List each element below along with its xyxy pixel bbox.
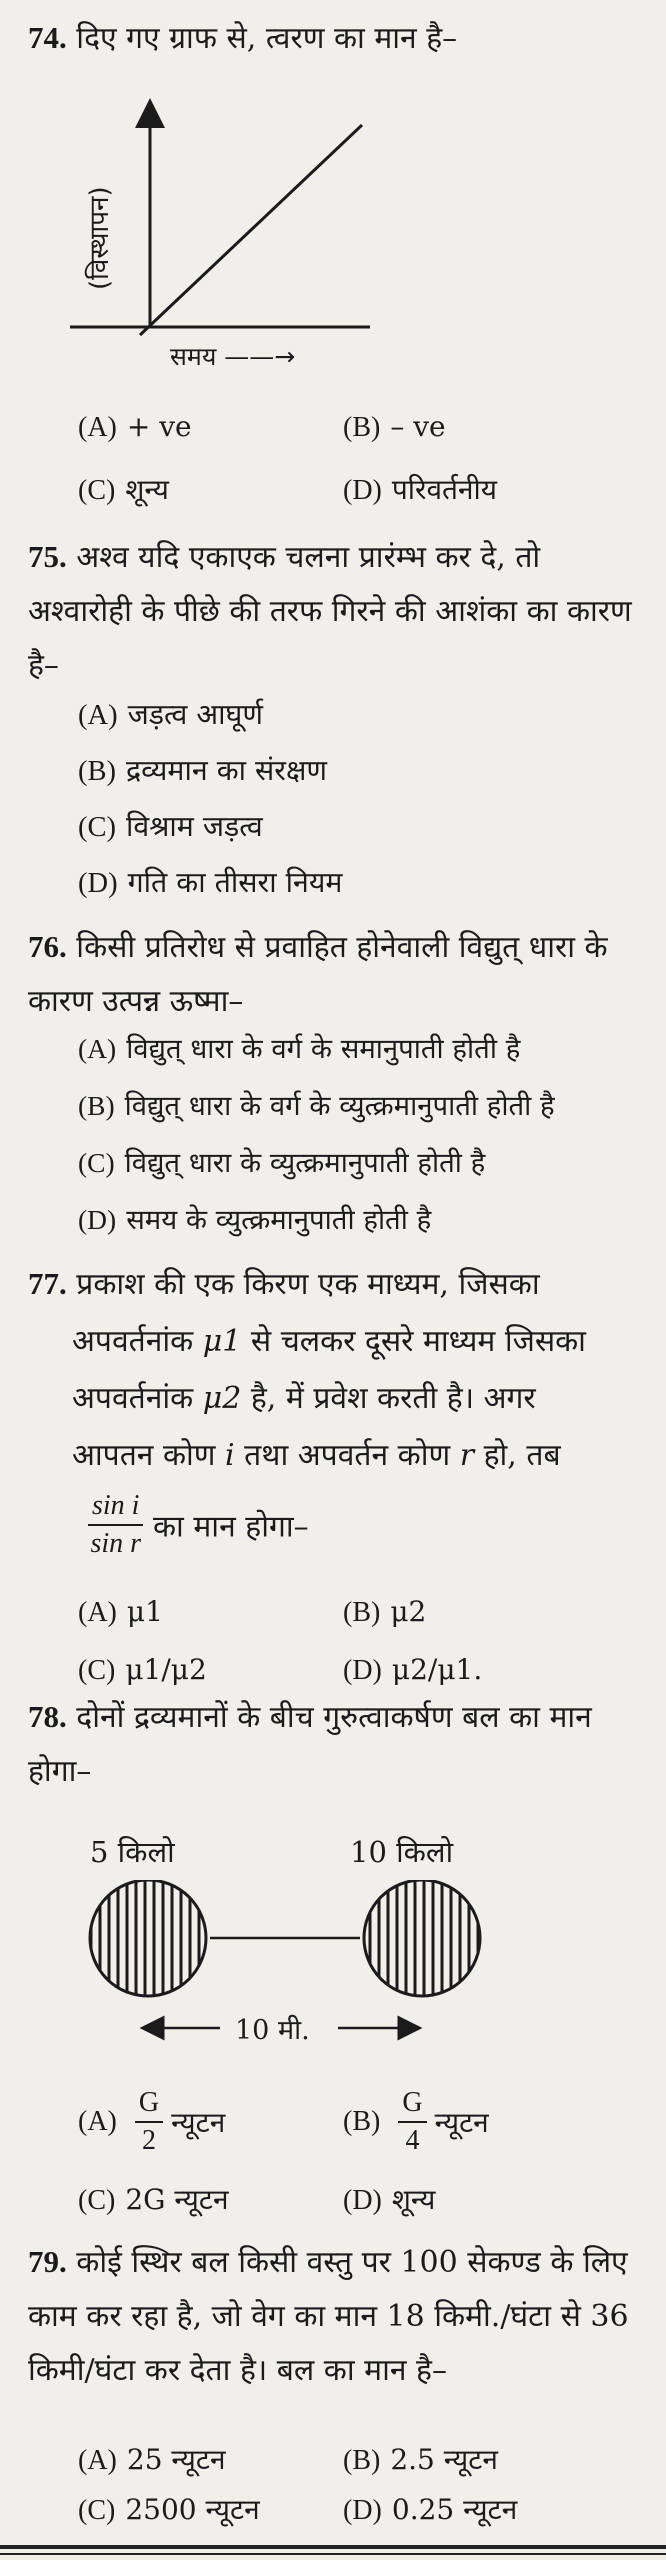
question-text: कोई स्थिर बल किसी वस्तु पर 100 सेकण्ड के लिए काम कर रहा है, जो वेग का मान 18 किमी./घंटा से 36 किमी/घंटा कर देता है। बल का मान है– [28,2245,629,2388]
mass-left-sphere [90,1880,206,1996]
mass-left-label: 5 किलो [90,1835,175,1869]
option-b[interactable]: (B) द्रव्यमान का संरक्षण [78,754,328,787]
distance-label: 10 मी. [235,2015,310,2046]
question-76 [28,920,643,1029]
question-text: किसी प्रतिरोध से प्रवाहित होनेवाली विद्युत् धारा के कारण उत्पन्न ऊष्मा– [28,930,608,1019]
option-b[interactable]: (B) विद्युत् धारा के वर्ग के व्युत्क्रमानुपाती होती है [78,1090,555,1122]
footer-rule [0,2545,666,2549]
option-d[interactable]: (D) 0.25 न्यूटन [343,2493,518,2526]
option-a[interactable]: (A) विद्युत् धारा के वर्ग के समानुपाती होती है [78,1033,521,1065]
sin-ratio-fraction: $\frac{\text{sin i}}{\text{sin r}}$ [88,1488,143,1562]
option-c[interactable]: (C) शून्य [78,473,169,506]
option-c[interactable]: (C) μ1/μ2 [78,1653,207,1686]
question-number: 74. [28,20,67,55]
footer-rule-thin [0,2553,666,2555]
question-74 [28,12,643,65]
option-b[interactable]: (B) – ve [343,410,446,443]
question-number: 75. [28,539,67,574]
displacement-time-graph [40,95,400,385]
question-75 [28,530,643,693]
question-78 [28,1690,643,1799]
question-79 [28,2235,643,2398]
options-78-row2 [78,2180,638,2232]
question-number: 79. [28,2244,67,2279]
options-79 [78,2440,638,2540]
mu2-symbol: μ2 [202,1381,242,1416]
option-a[interactable]: (A) + ve [78,410,192,443]
q77-fraction-line: $\frac{\text{sin i}}{\text{sin r}}$ का मान होगा– [88,1488,309,1562]
options-74 [78,410,638,522]
option-a[interactable]: (A) μ1 [78,1595,163,1628]
question-number: 76. [28,929,67,964]
x-axis-label: समय ——→ [170,342,296,371]
question-text: दिए गए ग्राफ से, त्वरण का मान है– [76,21,458,56]
option-c[interactable]: (C) विश्राम जड़त्व [78,810,263,843]
mu1-symbol: μ1 [202,1324,242,1359]
mass-right-sphere [364,1880,480,1996]
option-c[interactable]: (C) 2G न्यूटन [78,2183,229,2216]
option-b[interactable]: (B) μ2 [343,1595,427,1628]
option-a[interactable]: (A) जड़त्व आघूर्ण [78,698,264,731]
y-axis-label: (विस्थापन) [85,186,115,290]
option-d[interactable]: (D) गति का तीसरा नियम [78,866,343,899]
question-77: 77. प्रकाश की एक किरण एक माध्यम, जिसका अपवर्तनांक μ1 से चलकर दूसरे माध्यम जिसका अपवर्तनांक μ2 है, में प्रवेश करती है। अगर आपतन कोण i तथा अपवर्तन कोण r हो, तब [28,1266,586,1473]
option-d[interactable]: (D) शून्य [343,2183,436,2216]
option-d[interactable]: (D) परिवर्तनीय [343,473,498,506]
option-a[interactable]: (A) 25 न्यूटन [78,2443,226,2476]
question-number: 78. [28,1699,67,1734]
option-d[interactable]: (D) समय के व्युत्क्रमानुपाती होती है [78,1204,432,1236]
option-a[interactable]: (A) $\frac{G}{2}$ न्यूटन [78,2087,226,2156]
mass-right-label: 10 किलो [350,1835,454,1869]
options-78-row1 [78,2085,638,2159]
options-76 [78,1030,658,1258]
graph-line [140,125,362,335]
option-c[interactable]: (C) 2500 न्यूटन [78,2493,260,2526]
option-b[interactable]: (B) $\frac{G}{4}$ न्यूटन [343,2087,489,2156]
options-75 [78,695,658,919]
option-b[interactable]: (B) 2.5 न्यूटन [343,2443,498,2476]
question-text: अश्व यदि एकाएक चलना प्रारंम्भ कर दे, तो अश्वारोही के पीछे की तरफ गिरने की आशंका का कारण है– [28,540,632,683]
question-number: 77. [28,1266,67,1301]
option-c[interactable]: (C) विद्युत् धारा के व्युत्क्रमानुपाती होती है [78,1147,486,1179]
option-d[interactable]: (D) μ2/μ1. [343,1653,483,1686]
question-text: दोनों द्रव्यमानों के बीच गुरुत्वाकर्षण बल का मान होगा– [28,1700,592,1789]
